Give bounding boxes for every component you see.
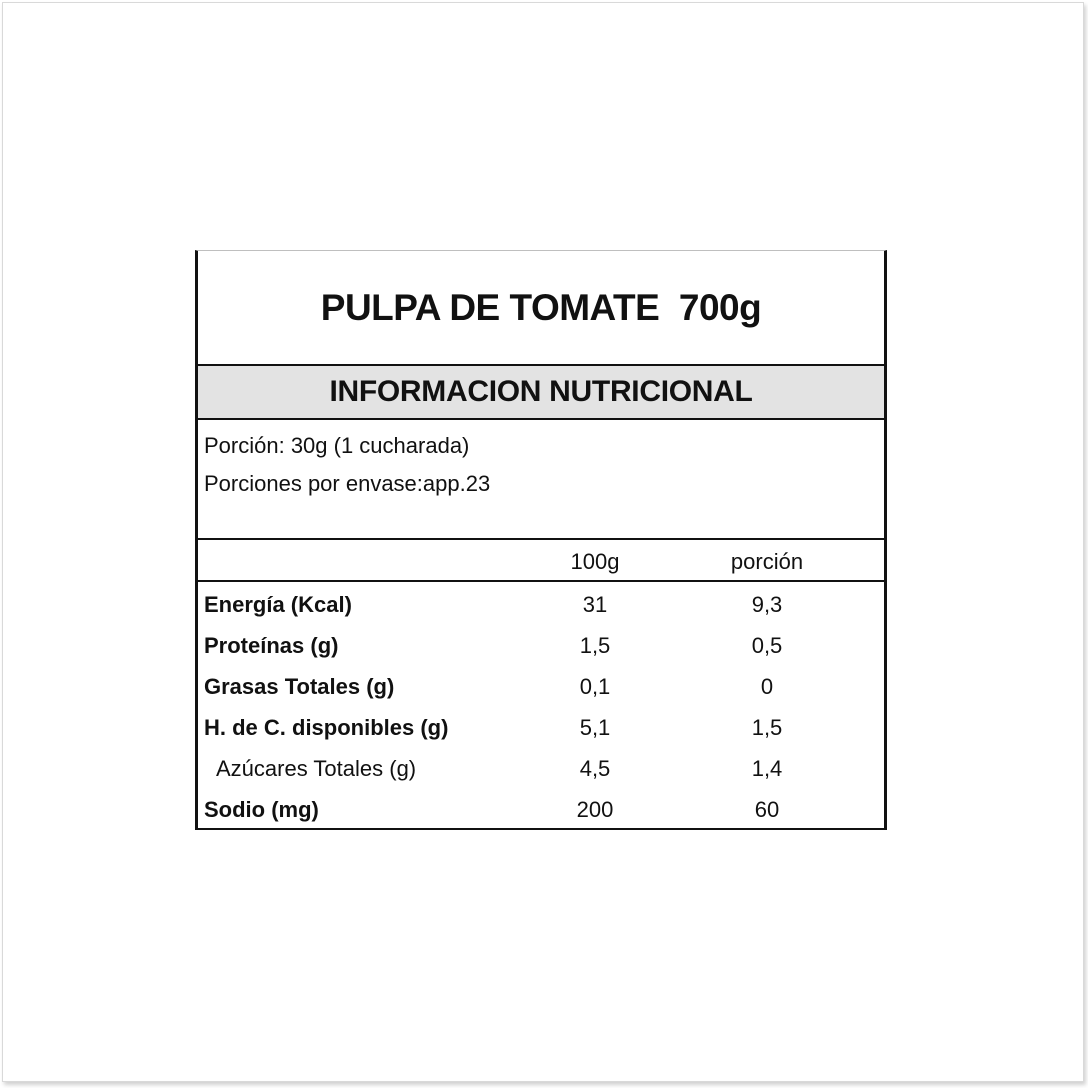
- row-value-portion: 0: [760, 674, 774, 699]
- serving-size: Porción: 30g (1 cucharada): [204, 433, 470, 458]
- row-value-100g: 0,1: [579, 674, 611, 699]
- row-value-portion: 9,3: [751, 592, 783, 617]
- row-name: Grasas Totales (g): [204, 674, 395, 699]
- table-row: [198, 789, 884, 830]
- divider-header: [198, 580, 884, 582]
- product-title: PULPA DE TOMATE 700g: [320, 286, 762, 328]
- table-row: [198, 666, 884, 707]
- table-row: [198, 707, 884, 748]
- row-value-100g: 1,5: [579, 633, 611, 658]
- row-value-portion: 1,5: [751, 715, 783, 740]
- table-row: [198, 625, 884, 666]
- column-header-100g: 100g: [570, 549, 620, 574]
- row-name: Proteínas (g): [204, 633, 339, 658]
- row-value-100g: 31: [582, 592, 608, 617]
- row-value-portion: 1,4: [751, 756, 783, 781]
- nutrition-label: [195, 250, 887, 830]
- table-row: [198, 584, 884, 625]
- row-name: Azúcares Totales (g): [216, 756, 417, 781]
- section-header: INFORMACION NUTRICIONAL: [198, 364, 884, 420]
- row-name: H. de C. disponibles (g): [204, 715, 449, 740]
- divider-serving: [198, 538, 884, 540]
- row-value-100g: 5,1: [579, 715, 611, 740]
- row-name: Sodio (mg): [204, 797, 319, 822]
- row-name: Energía (Kcal): [204, 592, 352, 617]
- servings-per-container: Porciones por envase:app.23: [204, 471, 491, 496]
- row-value-100g: 4,5: [579, 756, 611, 781]
- row-value-portion: 60: [754, 797, 780, 822]
- serving-info: [204, 427, 490, 503]
- row-value-portion: 0,5: [751, 633, 783, 658]
- row-value-100g: 200: [576, 797, 614, 822]
- column-header-portion: porción: [730, 549, 804, 574]
- table-row: [198, 748, 884, 789]
